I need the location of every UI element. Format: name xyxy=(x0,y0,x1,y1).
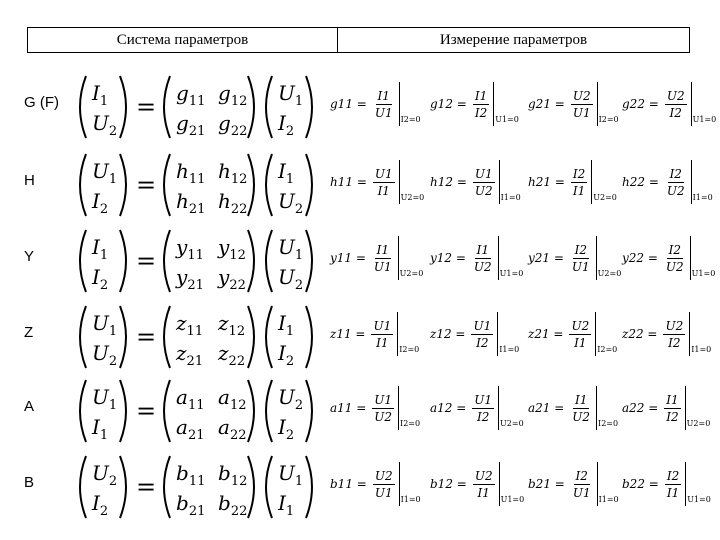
evaluation-bar xyxy=(499,462,500,506)
measurement-parameter: g21 = xyxy=(528,97,565,111)
measurement-parameter: g11 = xyxy=(330,97,367,111)
measurement-fraction xyxy=(665,468,681,501)
measurement-fraction xyxy=(472,392,494,425)
measurement-fraction xyxy=(663,318,685,351)
header-system-of-parameters xyxy=(27,27,338,53)
lhs-vector-top: $I_1$ xyxy=(92,235,109,263)
fraction-denominator: U1 xyxy=(571,259,590,274)
fraction-denominator: U2 xyxy=(374,409,393,424)
evaluation-bar xyxy=(685,386,686,430)
equals-sign: = xyxy=(136,247,157,275)
measurement-parameter: y22 = xyxy=(622,251,658,265)
matrix-cell-12: $a_{12}$ xyxy=(218,385,247,413)
paren-close-icon xyxy=(120,230,126,292)
fraction-denominator: U1 xyxy=(374,105,393,120)
measurement-fraction xyxy=(371,318,393,351)
measurement-condition: U1=0 xyxy=(500,495,525,504)
fraction-denominator: I1 xyxy=(376,335,389,350)
measurement-formula xyxy=(528,82,619,126)
parameter-row xyxy=(0,374,720,448)
rhs-vector-bottom: $I_1$ xyxy=(278,491,295,519)
measurement-fraction xyxy=(570,392,592,425)
fraction-numerator: U1 xyxy=(374,392,393,407)
fraction-numerator: U2 xyxy=(665,318,684,333)
measurement-formula xyxy=(430,386,524,430)
matrix-cell-21: $g_{21}$ xyxy=(176,111,206,139)
paren-open-icon xyxy=(80,230,86,292)
measurement-formula xyxy=(622,462,711,506)
measurement-condition: I2=0 xyxy=(400,115,421,124)
fraction-denominator: U1 xyxy=(572,105,591,120)
measurement-condition: I1=0 xyxy=(598,495,619,504)
evaluation-bar xyxy=(685,462,686,506)
evaluation-bar xyxy=(591,160,592,204)
evaluation-bar xyxy=(493,82,494,126)
measurement-parameter: h11 = xyxy=(330,175,367,189)
matrix-equation xyxy=(72,224,320,298)
fraction-numerator: I1 xyxy=(474,88,488,103)
matrix-equation xyxy=(72,450,320,524)
measurement-formula xyxy=(430,236,523,280)
paren-close-icon xyxy=(306,380,312,442)
measurement-formula xyxy=(528,462,619,506)
paren-close-icon xyxy=(306,306,312,368)
lhs-vector-bottom: $U_2$ xyxy=(92,111,118,139)
fraction-numerator: U2 xyxy=(572,88,591,103)
fraction-denominator: I1 xyxy=(477,485,490,500)
fraction-numerator: U1 xyxy=(474,392,493,407)
paren-close-icon xyxy=(248,306,254,368)
fraction-numerator: U1 xyxy=(374,166,393,181)
matrix-cell-22: $g_{22}$ xyxy=(218,111,248,139)
measurement-parameter: b21 = xyxy=(528,477,565,491)
matrix-cell-22: $a_{22}$ xyxy=(218,415,247,443)
matrix-equation xyxy=(72,300,320,374)
paren-close-icon xyxy=(120,154,126,216)
matrix-cell-21: $y_{21}$ xyxy=(176,265,204,293)
evaluation-bar xyxy=(691,160,692,204)
measurement-condition: U1=0 xyxy=(692,115,717,124)
measurement-formula xyxy=(330,236,423,280)
lhs-vector-top: $U_1$ xyxy=(92,159,118,187)
rhs-vector-top: $U_1$ xyxy=(278,235,304,263)
paren-close-icon xyxy=(120,306,126,368)
paren-close-icon xyxy=(306,76,312,138)
rhs-vector-top: $I_1$ xyxy=(278,159,295,187)
measurement-condition: U2=0 xyxy=(399,269,424,278)
matrix-cell-12: $b_{12}$ xyxy=(218,461,248,489)
fraction-denominator: I2 xyxy=(476,335,489,350)
measurement-formula xyxy=(622,386,710,430)
measurement-parameter: b22 = xyxy=(622,477,659,491)
rhs-vector-bottom: $I_2$ xyxy=(278,111,295,139)
matrix-cell-22: $h_{22}$ xyxy=(218,189,248,217)
paren-open-icon xyxy=(80,154,86,216)
measurement-condition: I1=0 xyxy=(692,193,713,202)
rhs-vector-bottom: $I_2$ xyxy=(278,341,295,369)
measurement-parameter: g22 = xyxy=(622,97,659,111)
header-parameter-measurement xyxy=(337,27,690,53)
parameter-row xyxy=(0,224,720,298)
measurement-fraction xyxy=(571,88,593,121)
paren-open-icon xyxy=(164,380,170,442)
evaluation-bar xyxy=(399,82,400,126)
equals-sign: = xyxy=(136,473,157,501)
fraction-denominator: U2 xyxy=(572,409,591,424)
fraction-denominator: U1 xyxy=(572,485,591,500)
paren-close-icon xyxy=(120,76,126,138)
paren-open-icon xyxy=(80,456,86,518)
rhs-vector-top: $U_2$ xyxy=(278,385,304,413)
paren-close-icon xyxy=(248,380,254,442)
evaluation-bar xyxy=(498,386,499,430)
measurement-parameter: z22 = xyxy=(622,327,658,341)
measurement-formula xyxy=(528,312,617,356)
measurement-parameter: b12 = xyxy=(430,477,467,491)
matrix-cell-21: $h_{21}$ xyxy=(176,189,206,217)
measurement-formula xyxy=(330,312,419,356)
measurement-condition: U2=0 xyxy=(597,269,622,278)
evaluation-bar xyxy=(596,386,597,430)
fraction-numerator: U2 xyxy=(374,468,393,483)
measurement-parameter: z12 = xyxy=(430,327,466,341)
paren-open-icon xyxy=(164,154,170,216)
header-right-text: Измерение параметров xyxy=(439,31,588,48)
paren-open-icon xyxy=(80,76,86,138)
measurement-condition: U2=0 xyxy=(500,419,524,428)
fraction-denominator: I2 xyxy=(669,105,682,120)
paren-open-icon xyxy=(266,230,272,292)
measurement-fraction xyxy=(372,242,394,275)
fraction-denominator: U2 xyxy=(474,183,493,198)
measurement-condition: I1=0 xyxy=(400,495,421,504)
measurement-formula xyxy=(330,462,421,506)
equals-sign: = xyxy=(136,93,157,121)
fraction-denominator: I1 xyxy=(377,183,390,198)
measurement-condition: I2=0 xyxy=(400,419,421,428)
measurement-condition: I2=0 xyxy=(598,419,619,428)
matrix-cell-11: $b_{11}$ xyxy=(176,461,206,489)
fraction-numerator: U2 xyxy=(571,318,590,333)
measurement-condition: I2=0 xyxy=(597,345,618,354)
fraction-denominator: U1 xyxy=(374,485,393,500)
matrix-equation xyxy=(72,374,320,448)
matrix-cell-22: $z_{22}$ xyxy=(218,341,246,369)
paren-close-icon xyxy=(306,154,312,216)
fraction-denominator: U2 xyxy=(665,259,684,274)
evaluation-bar xyxy=(689,312,690,356)
fraction-denominator: I1 xyxy=(572,183,586,198)
paren-open-icon xyxy=(266,380,272,442)
measurement-parameter: z21 = xyxy=(528,327,564,341)
parameter-row xyxy=(0,450,720,524)
paren-close-icon xyxy=(306,230,312,292)
measurement-parameter: y12 = xyxy=(430,251,466,265)
fraction-denominator: I2 xyxy=(476,409,490,424)
paren-open-icon xyxy=(266,76,272,138)
matrix-cell-21: $b_{21}$ xyxy=(176,491,206,519)
measurement-fraction xyxy=(571,468,593,501)
measurement-condition: U1=0 xyxy=(687,495,711,504)
equals-sign: = xyxy=(136,397,157,425)
lhs-vector-top: $U_1$ xyxy=(92,311,118,339)
evaluation-bar xyxy=(399,462,400,506)
measurement-fraction xyxy=(373,468,395,501)
measurement-parameter: a22 = xyxy=(622,401,659,415)
paren-open-icon xyxy=(164,456,170,518)
fraction-numerator: I1 xyxy=(376,242,389,257)
matrix-cell-12: $h_{12}$ xyxy=(218,159,248,187)
evaluation-bar xyxy=(398,236,399,280)
fraction-numerator: I1 xyxy=(574,392,588,407)
lhs-vector-bottom: $I_1$ xyxy=(92,415,109,443)
lhs-vector-bottom: $I_2$ xyxy=(92,189,109,217)
fraction-denominator: I1 xyxy=(574,335,587,350)
measurement-formula xyxy=(430,82,519,126)
lhs-vector-bottom: $U_2$ xyxy=(92,341,118,369)
evaluation-bar xyxy=(595,312,596,356)
fraction-denominator: U1 xyxy=(373,259,392,274)
matrix-cell-11: $y_{11}$ xyxy=(176,235,204,263)
fraction-numerator: I1 xyxy=(377,88,390,103)
measurement-formula xyxy=(430,160,521,204)
paren-open-icon xyxy=(164,76,170,138)
fraction-numerator: I2 xyxy=(575,468,588,483)
rhs-vector-top: $I_1$ xyxy=(278,311,295,339)
paren-open-icon xyxy=(164,230,170,292)
evaluation-bar xyxy=(497,312,498,356)
paren-open-icon xyxy=(164,306,170,368)
measurement-parameter: y11 = xyxy=(330,251,366,265)
evaluation-bar xyxy=(398,386,399,430)
fraction-numerator: U2 xyxy=(474,468,493,483)
measurement-formula xyxy=(430,462,524,506)
paren-close-icon xyxy=(248,230,254,292)
evaluation-bar xyxy=(399,160,400,204)
measurement-condition: I1=0 xyxy=(499,345,520,354)
measurement-fraction xyxy=(665,166,687,199)
measurement-condition: U1=0 xyxy=(495,115,519,124)
measurement-condition: U2=0 xyxy=(400,193,425,202)
matrix-cell-21: $z_{21}$ xyxy=(176,341,204,369)
matrix-cell-11: $h_{11}$ xyxy=(176,159,206,187)
measurement-condition: I1=0 xyxy=(691,345,712,354)
matrix-cell-12: $z_{12}$ xyxy=(218,311,246,339)
fraction-numerator: I2 xyxy=(669,166,682,181)
fraction-numerator: I2 xyxy=(572,166,586,181)
paren-open-icon xyxy=(80,306,86,368)
rhs-vector-top: $U_1$ xyxy=(278,81,304,109)
fraction-numerator: U1 xyxy=(373,318,392,333)
measurement-fraction xyxy=(664,392,680,425)
matrix-cell-22: $b_{22}$ xyxy=(218,491,248,519)
equals-sign: = xyxy=(136,171,157,199)
parameter-row xyxy=(0,70,720,144)
measurement-formula xyxy=(528,386,618,430)
paren-close-icon xyxy=(248,456,254,518)
matrix-cell-11: $g_{11}$ xyxy=(176,81,206,109)
measurement-parameter: a12 = xyxy=(430,401,467,415)
row-label: G (F) xyxy=(24,94,59,111)
measurement-condition: U1=0 xyxy=(691,269,716,278)
fraction-numerator: I1 xyxy=(476,242,489,257)
measurement-fraction xyxy=(471,318,493,351)
row-label: Y xyxy=(24,248,35,265)
paren-open-icon xyxy=(266,306,272,368)
measurement-condition: I1=0 xyxy=(500,193,521,202)
measurement-formula xyxy=(330,82,421,126)
matrix-cell-12: $g_{12}$ xyxy=(218,81,248,109)
measurement-fraction xyxy=(569,318,591,351)
measurement-fraction xyxy=(570,242,592,275)
row-label: H xyxy=(24,172,35,189)
paren-open-icon xyxy=(266,456,272,518)
lhs-vector-bottom: $I_2$ xyxy=(92,265,109,293)
evaluation-bar xyxy=(690,236,691,280)
matrix-equation xyxy=(72,70,320,144)
paren-close-icon xyxy=(306,456,312,518)
measurement-parameter: a11 = xyxy=(330,401,367,415)
fraction-denominator: U2 xyxy=(473,259,492,274)
evaluation-bar xyxy=(597,82,598,126)
fraction-numerator: U1 xyxy=(473,318,492,333)
fraction-numerator: I2 xyxy=(668,242,681,257)
evaluation-bar xyxy=(498,236,499,280)
measurement-condition: U1=0 xyxy=(499,269,524,278)
row-label: B xyxy=(24,474,35,491)
measurement-formula xyxy=(622,236,715,280)
paren-close-icon xyxy=(248,76,254,138)
matrix-equation xyxy=(72,148,320,222)
measurement-condition: I2=0 xyxy=(598,115,619,124)
measurement-parameter: g12 = xyxy=(430,97,467,111)
measurement-condition: I2=0 xyxy=(399,345,420,354)
measurement-condition: U2=0 xyxy=(593,193,617,202)
measurement-formula xyxy=(622,82,716,126)
measurement-fraction xyxy=(373,166,395,199)
equals-sign: = xyxy=(136,323,157,351)
matrix-cell-22: $y_{22}$ xyxy=(218,265,246,293)
rhs-vector-top: $U_1$ xyxy=(278,461,304,489)
measurement-fraction xyxy=(473,166,495,199)
lhs-vector-bottom: $I_2$ xyxy=(92,491,109,519)
measurement-parameter: z11 = xyxy=(330,327,366,341)
row-label: Z xyxy=(24,324,34,341)
measurement-formula xyxy=(330,160,424,204)
paren-close-icon xyxy=(248,154,254,216)
parameter-row xyxy=(0,148,720,222)
lhs-vector-top: $U_2$ xyxy=(92,461,118,489)
evaluation-bar xyxy=(597,462,598,506)
evaluation-bar xyxy=(596,236,597,280)
rhs-vector-bottom: $U_2$ xyxy=(278,265,304,293)
measurement-formula xyxy=(528,236,621,280)
rhs-vector-bottom: $U_2$ xyxy=(278,189,304,217)
matrix-cell-11: $a_{11}$ xyxy=(176,385,205,413)
rhs-vector-bottom: $I_2$ xyxy=(278,415,295,443)
lhs-vector-top: $U_1$ xyxy=(92,385,118,413)
lhs-vector-top: $I_1$ xyxy=(92,81,109,109)
measurement-fraction xyxy=(473,468,495,501)
paren-close-icon xyxy=(120,380,126,442)
fraction-numerator: I2 xyxy=(574,242,587,257)
fraction-numerator: I1 xyxy=(666,392,679,407)
evaluation-bar xyxy=(691,82,692,126)
measurement-formula xyxy=(330,386,420,430)
measurement-parameter: h22 = xyxy=(622,175,659,189)
paren-open-icon xyxy=(266,154,272,216)
measurement-fraction xyxy=(373,88,395,121)
measurement-fraction xyxy=(665,88,687,121)
matrix-cell-11: $z_{11}$ xyxy=(176,311,204,339)
measurement-formula xyxy=(528,160,617,204)
measurement-fraction xyxy=(571,166,587,199)
measurement-formula xyxy=(622,160,713,204)
measurement-parameter: h12 = xyxy=(430,175,467,189)
measurement-formula xyxy=(430,312,519,356)
measurement-parameter: b11 = xyxy=(330,477,367,491)
paren-close-icon xyxy=(120,456,126,518)
fraction-denominator: I2 xyxy=(668,335,681,350)
header-left-text: Система параметров xyxy=(116,31,249,48)
measurement-fraction xyxy=(664,242,686,275)
paren-open-icon xyxy=(80,380,86,442)
fraction-denominator: I2 xyxy=(474,105,488,120)
fraction-numerator: I2 xyxy=(666,468,680,483)
measurement-fraction xyxy=(372,392,394,425)
measurement-parameter: y21 = xyxy=(528,251,564,265)
measurement-condition: U2=0 xyxy=(686,419,711,428)
evaluation-bar xyxy=(397,312,398,356)
fraction-numerator: U2 xyxy=(666,88,685,103)
measurement-fraction xyxy=(473,88,489,121)
matrix-cell-12: $y_{12}$ xyxy=(218,235,246,263)
measurement-parameter: h21 = xyxy=(528,175,565,189)
measurement-formula xyxy=(622,312,711,356)
fraction-numerator: U1 xyxy=(474,166,493,181)
measurement-fraction xyxy=(472,242,494,275)
evaluation-bar xyxy=(499,160,500,204)
parameter-row xyxy=(0,300,720,374)
row-label: A xyxy=(24,398,35,415)
matrix-cell-21: $a_{21}$ xyxy=(176,415,205,443)
fraction-denominator: I1 xyxy=(666,485,680,500)
fraction-denominator: U2 xyxy=(666,183,685,198)
measurement-parameter: a21 = xyxy=(528,401,565,415)
fraction-denominator: I2 xyxy=(666,409,679,424)
